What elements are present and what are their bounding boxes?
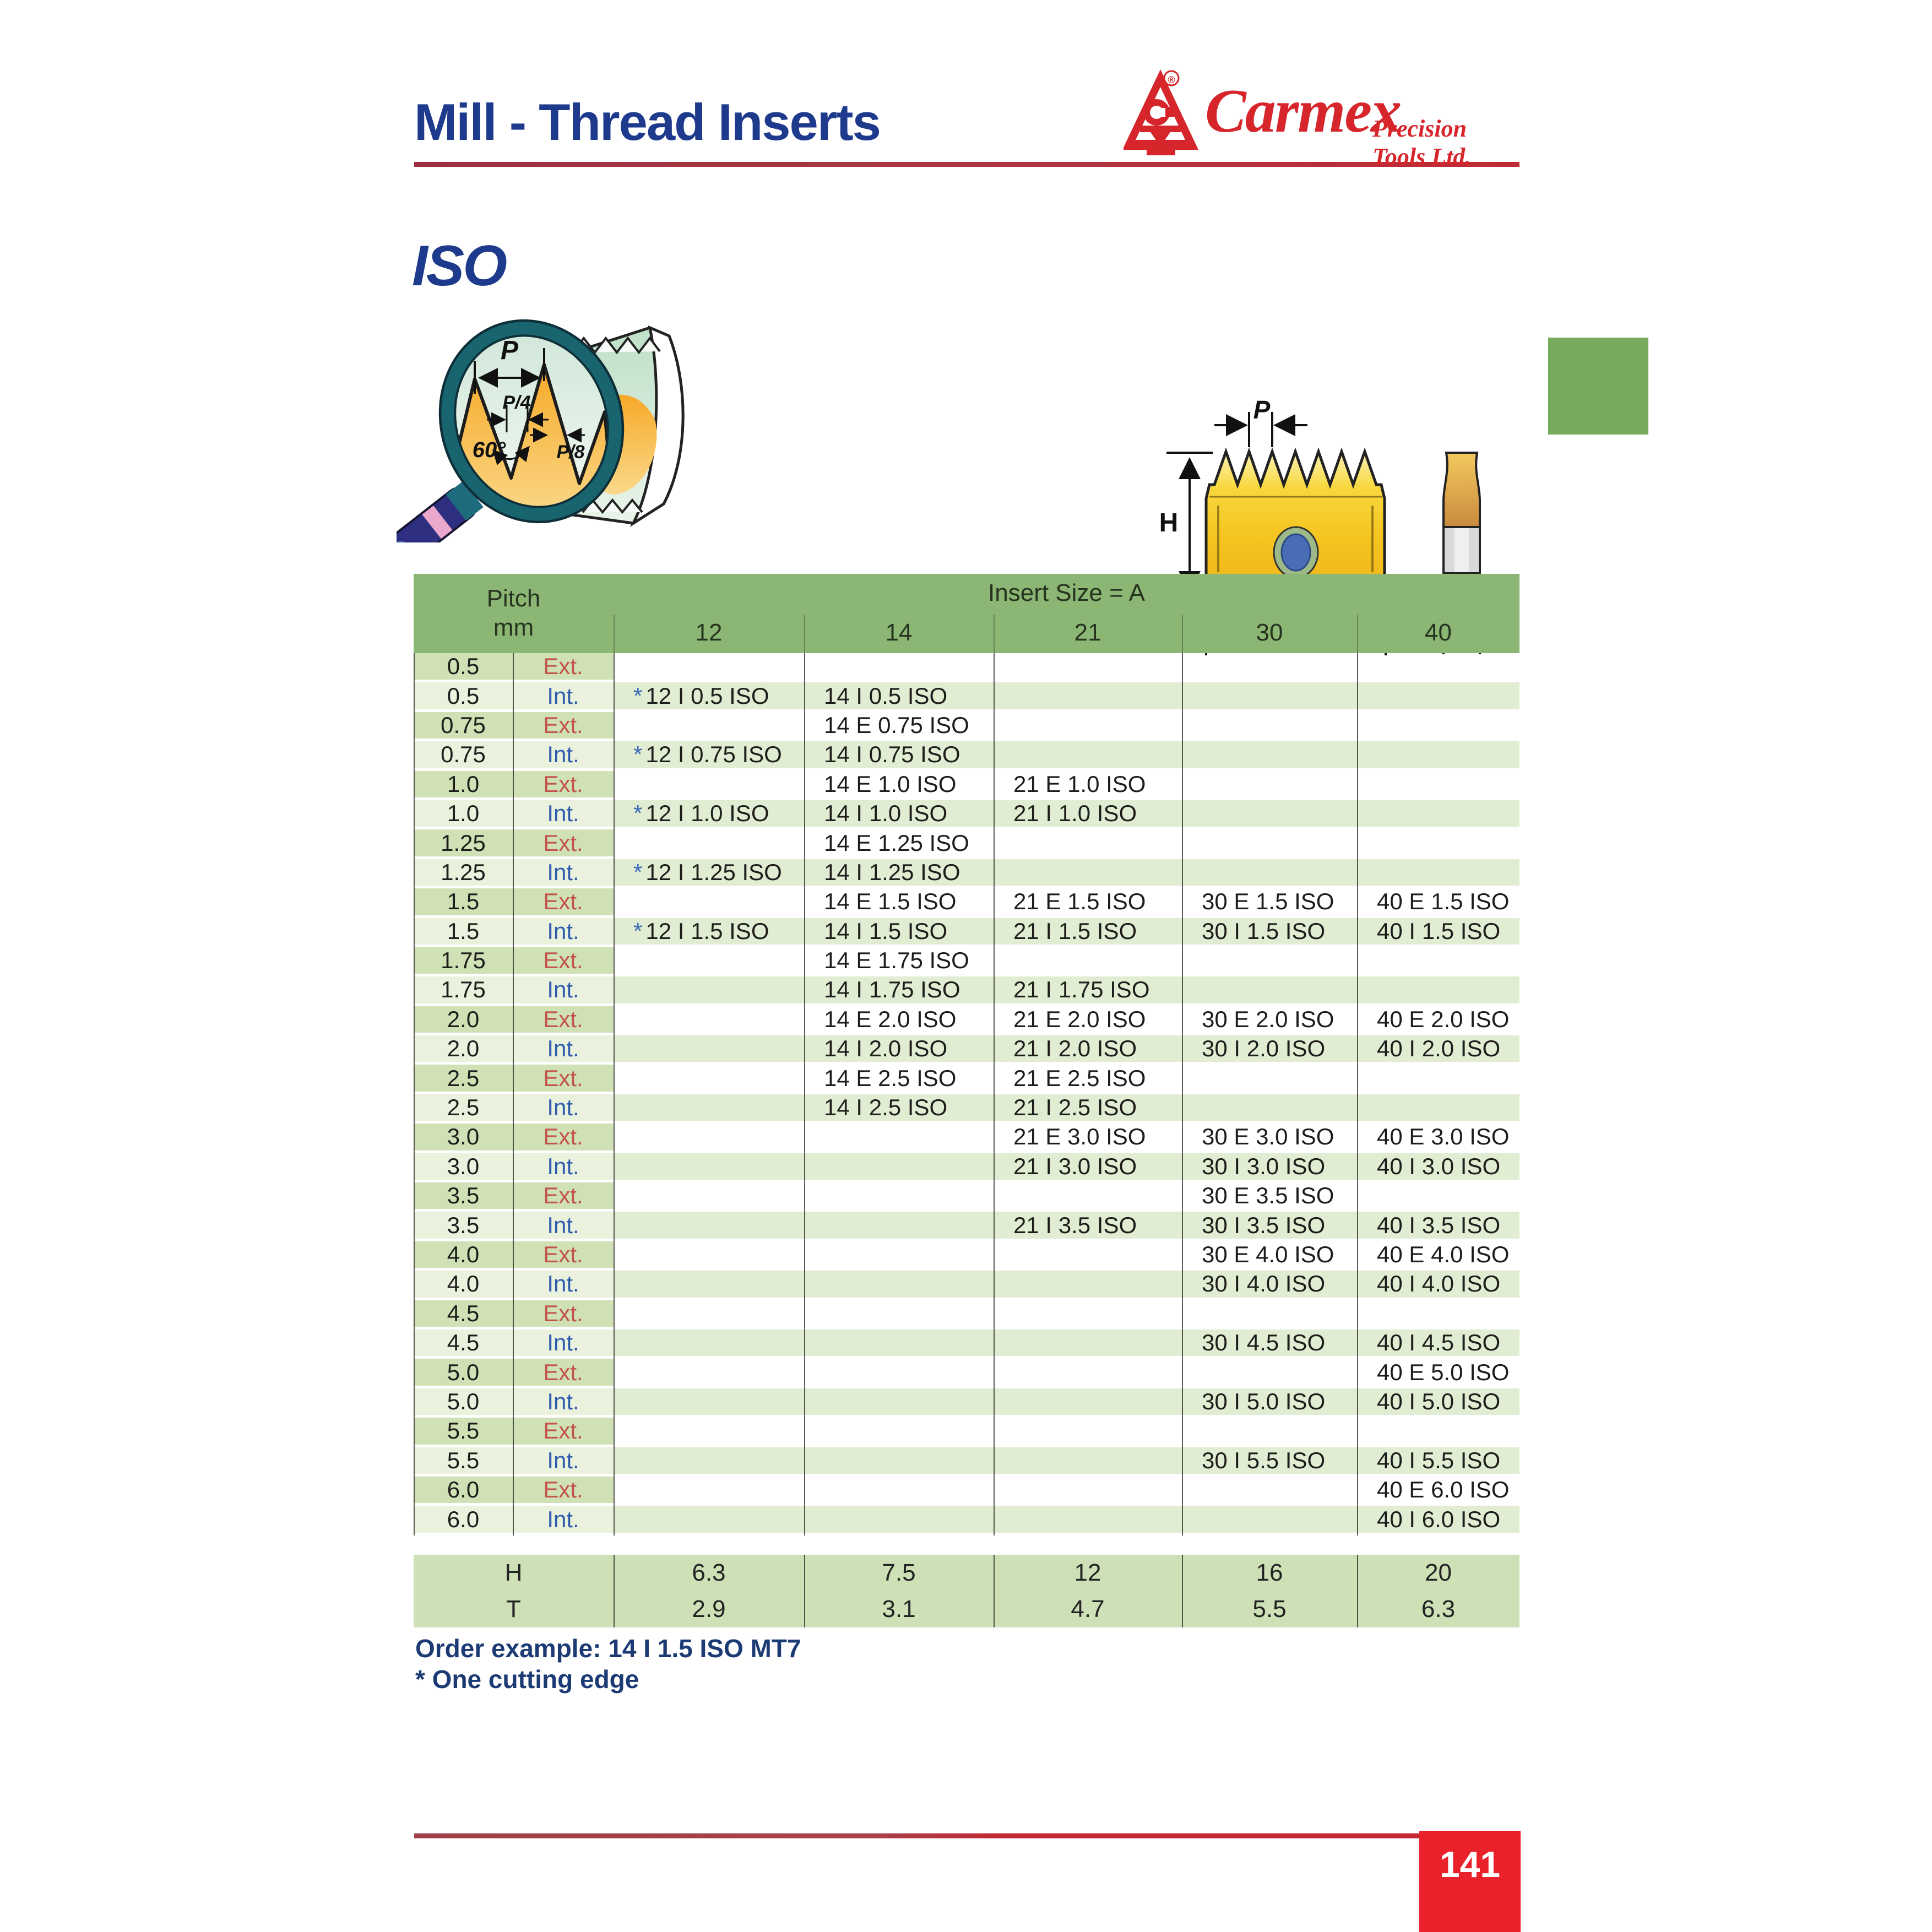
insert-code-cell <box>994 1182 1182 1212</box>
insert-code-cell <box>1357 682 1519 712</box>
table-grid-line <box>804 653 805 1535</box>
magnifier-p-label: P <box>500 336 519 365</box>
thread-type: Int. <box>513 859 614 888</box>
insert-code-cell: 14 I 1.25 ISO <box>804 859 994 888</box>
insert-code-cell <box>804 653 994 682</box>
insert-code-cell: 14 E 1.25 ISO <box>804 829 994 859</box>
insert-code-cell <box>1182 800 1357 829</box>
pitch-value: 4.5 <box>414 1329 513 1359</box>
insert-code-cell: 30 E 3.0 ISO <box>1182 1124 1357 1153</box>
thread-type: Int. <box>513 1153 614 1182</box>
insert-code-cell <box>1357 741 1519 770</box>
insert-code-cell <box>994 653 1182 682</box>
pitch-value: 4.0 <box>414 1241 513 1271</box>
insert-code-cell: * 12 I 0.75 ISO <box>614 741 804 770</box>
insert-code-cell <box>994 1241 1182 1271</box>
thread-type: Ext. <box>513 1065 614 1094</box>
insert-code-cell: 21 I 1.0 ISO <box>994 800 1182 829</box>
pitch-value: 3.5 <box>414 1182 513 1212</box>
size-column-header: 14 <box>804 612 994 653</box>
dimension-value: 20 <box>1425 1559 1452 1586</box>
insert-code-cell <box>804 1388 994 1418</box>
insert-code-cell <box>994 712 1182 741</box>
pitch-value: 0.5 <box>414 682 513 712</box>
insert-code-cell <box>804 1212 994 1241</box>
insert-code-cell <box>994 1271 1182 1300</box>
one-cutting-edge-marker: * <box>633 682 643 709</box>
insert-code-cell <box>804 1182 994 1212</box>
insert-code-cell <box>804 1329 994 1359</box>
insert-code-cell: 21 I 1.5 ISO <box>994 918 1182 947</box>
pitch-value: 5.5 <box>414 1447 513 1477</box>
insert-code-cell: 14 I 1.0 ISO <box>804 800 994 829</box>
thread-type: Int. <box>513 976 614 1006</box>
insert-code-cell <box>614 1447 804 1477</box>
insert-code-cell <box>994 1447 1182 1477</box>
insert-code-cell <box>614 653 804 682</box>
header-grid-line <box>804 615 805 653</box>
insert-code-cell <box>1182 1300 1357 1329</box>
insert-code-cell <box>614 1153 804 1182</box>
insert-code-cell <box>1182 1359 1357 1388</box>
pitch-value: 5.0 <box>414 1388 513 1418</box>
insert-code-cell: 30 I 5.5 ISO <box>1182 1447 1357 1477</box>
insert-code-cell: 30 I 1.5 ISO <box>1182 918 1357 947</box>
thread-type: Ext. <box>513 1124 614 1153</box>
insert-code-cell: 40 I 5.5 ISO <box>1357 1447 1519 1477</box>
insert-code-cell: 14 E 1.0 ISO <box>804 771 994 800</box>
insert-code-cell <box>994 1477 1182 1506</box>
one-cutting-edge-marker: * <box>633 800 643 827</box>
insert-code-cell: 30 I 5.0 ISO <box>1182 1388 1357 1418</box>
insert-code-cell: * 12 I 1.5 ISO <box>614 918 804 947</box>
footer-divider <box>414 1833 1419 1838</box>
insert-code-cell <box>614 1094 804 1124</box>
insert-code-cell: 21 I 2.5 ISO <box>994 1094 1182 1124</box>
insert-code-cell <box>1182 741 1357 770</box>
insert-code-cell: 21 E 2.5 ISO <box>994 1065 1182 1094</box>
pitch-value: 1.0 <box>414 771 513 800</box>
insert-code-cell <box>994 859 1182 888</box>
insert-code-cell <box>1182 829 1357 859</box>
insert-code-cell <box>1182 976 1357 1006</box>
insert-code-cell: 40 I 6.0 ISO <box>1357 1506 1519 1535</box>
insert-code-cell <box>614 1359 804 1388</box>
table-grid-line <box>614 653 615 1535</box>
insert-code-cell <box>614 1329 804 1359</box>
pitch-value: 2.5 <box>414 1065 513 1094</box>
pitch-value: 5.0 <box>414 1359 513 1388</box>
size-column-header: 21 <box>994 612 1182 653</box>
insert-code-cell <box>804 1506 994 1535</box>
thread-type: Int. <box>513 741 614 770</box>
insert-code-cell <box>614 1006 804 1035</box>
thread-type: Ext. <box>513 888 614 918</box>
carmex-wordmark: Carmex <box>1205 77 1401 145</box>
insert-code-cell: 40 I 4.5 ISO <box>1357 1329 1519 1359</box>
insert-code-cell: 40 I 5.0 ISO <box>1357 1388 1519 1418</box>
pitch-value: 1.5 <box>414 918 513 947</box>
insert-code-cell <box>1357 771 1519 800</box>
insert-h-label: H <box>1159 508 1179 538</box>
thread-type: Int. <box>513 1388 614 1418</box>
insert-code-cell <box>1357 653 1519 682</box>
page-number: 141 <box>1439 1844 1501 1885</box>
insert-code-cell: 40 E 5.0 ISO <box>1357 1359 1519 1388</box>
insert-code-cell <box>1357 1182 1519 1212</box>
footer-grid-line <box>1182 1555 1183 1627</box>
insert-code-cell <box>614 947 804 976</box>
size-column-header: 30 <box>1182 612 1357 653</box>
insert-code-cell <box>1357 947 1519 976</box>
table-grid-line <box>994 653 995 1535</box>
insert-code-cell <box>804 1447 994 1477</box>
thread-type: Int. <box>513 682 614 712</box>
insert-code-cell: 40 I 3.5 ISO <box>1357 1212 1519 1241</box>
thread-type: Ext. <box>513 712 614 741</box>
insert-code-cell <box>1182 712 1357 741</box>
insert-code-cell <box>614 888 804 918</box>
insert-code-cell <box>1182 653 1357 682</box>
insert-code-cell <box>614 1065 804 1094</box>
thread-type: Int. <box>513 1212 614 1241</box>
insert-code-cell: 40 E 3.0 ISO <box>1357 1124 1519 1153</box>
dimension-value: 5.5 <box>1252 1595 1287 1622</box>
dimension-value: 2.9 <box>692 1595 726 1622</box>
thread-type: Ext. <box>513 947 614 976</box>
insert-code-cell: 21 I 1.75 ISO <box>994 976 1182 1006</box>
pitch-value: 6.0 <box>414 1477 513 1506</box>
header-grid-line <box>1182 615 1183 653</box>
insert-code-cell <box>994 1388 1182 1418</box>
section-color-tab <box>1548 338 1648 435</box>
insert-code-cell: 21 E 2.0 ISO <box>994 1006 1182 1035</box>
brand-logo <box>1124 64 1526 170</box>
insert-code-cell: 14 I 1.5 ISO <box>804 918 994 947</box>
insert-code-cell <box>1182 859 1357 888</box>
insert-code-cell: 21 I 3.5 ISO <box>994 1212 1182 1241</box>
dimension-value: 7.5 <box>882 1559 916 1586</box>
thread-type: Ext. <box>513 1418 614 1447</box>
insert-code-cell <box>614 1300 804 1329</box>
insert-code-cell: 21 E 1.5 ISO <box>994 888 1182 918</box>
insert-code-cell: 40 E 4.0 ISO <box>1357 1241 1519 1271</box>
dimension-label: H <box>504 1559 523 1586</box>
insert-code-cell <box>614 1212 804 1241</box>
dimension-value: 6.3 <box>692 1559 726 1586</box>
thread-type: Ext. <box>513 1359 614 1388</box>
insert-code-cell: 14 E 0.75 ISO <box>804 712 994 741</box>
footer-grid-line <box>1357 1555 1358 1627</box>
insert-code-cell: 14 I 0.5 ISO <box>804 682 994 712</box>
pitch-value: 3.5 <box>414 1212 513 1241</box>
insert-code-cell <box>614 829 804 859</box>
thread-type: Int. <box>513 1329 614 1359</box>
insert-code-cell <box>614 1418 804 1447</box>
insert-code-cell <box>804 1477 994 1506</box>
one-cutting-edge-marker: * <box>633 741 643 768</box>
insert-code-cell: 30 I 3.0 ISO <box>1182 1153 1357 1182</box>
pitch-value: 4.0 <box>414 1271 513 1300</box>
pitch-value: 2.0 <box>414 1006 513 1035</box>
insert-code-cell: 30 E 2.0 ISO <box>1182 1006 1357 1035</box>
thread-type: Int. <box>513 1447 614 1477</box>
insert-code-cell: 30 I 4.5 ISO <box>1182 1329 1357 1359</box>
insert-code-cell <box>1182 1065 1357 1094</box>
insert-code-cell <box>614 1124 804 1153</box>
insert-code-cell <box>994 829 1182 859</box>
pitch-value: 2.0 <box>414 1035 513 1065</box>
dimension-value: 16 <box>1256 1559 1283 1586</box>
insert-code-cell: 14 I 2.0 ISO <box>804 1035 994 1065</box>
thread-type: Ext. <box>513 829 614 859</box>
dimension-footer-table <box>414 1555 1519 1627</box>
insert-code-cell: 40 E 6.0 ISO <box>1357 1477 1519 1506</box>
insert-code-cell <box>1357 800 1519 829</box>
header-grid-line <box>614 615 615 653</box>
pitch-value: 2.5 <box>414 1094 513 1124</box>
insert-code-cell <box>804 1153 994 1182</box>
insert-code-cell: 30 E 3.5 ISO <box>1182 1182 1357 1212</box>
pitch-column-header: Pitch mm <box>414 574 614 653</box>
insert-code-cell: 21 I 2.0 ISO <box>994 1035 1182 1065</box>
insert-code-cell <box>994 682 1182 712</box>
insert-code-cell <box>994 741 1182 770</box>
insert-code-cell <box>804 1124 994 1153</box>
insert-code-cell: 14 E 2.0 ISO <box>804 1006 994 1035</box>
insert-code-cell: 21 E 3.0 ISO <box>994 1124 1182 1153</box>
pitch-value: 1.5 <box>414 888 513 918</box>
insert-code-cell <box>994 1359 1182 1388</box>
insert-code-cell: 40 I 3.0 ISO <box>1357 1153 1519 1182</box>
insert-code-cell: 21 E 1.0 ISO <box>994 771 1182 800</box>
insert-code-cell <box>1182 947 1357 976</box>
insert-code-cell <box>1182 682 1357 712</box>
pitch-value: 1.25 <box>414 829 513 859</box>
insert-p-label: P <box>1253 395 1271 424</box>
pitch-value: 3.0 <box>414 1153 513 1182</box>
insert-code-cell <box>614 1241 804 1271</box>
insert-code-cell: 14 I 1.75 ISO <box>804 976 994 1006</box>
thread-type: Int. <box>513 1094 614 1124</box>
insert-code-cell: 30 E 1.5 ISO <box>1182 888 1357 918</box>
insert-code-cell: 30 I 2.0 ISO <box>1182 1035 1357 1065</box>
table-grid-line <box>1182 653 1183 1535</box>
insert-code-cell <box>1182 1477 1357 1506</box>
pitch-value: 4.5 <box>414 1300 513 1329</box>
insert-code-cell: * 12 I 1.25 ISO <box>614 859 804 888</box>
pitch-value: 0.75 <box>414 712 513 741</box>
insert-code-cell: 30 I 4.0 ISO <box>1182 1271 1357 1300</box>
pitch-value: 1.25 <box>414 859 513 888</box>
insert-code-cell: 14 I 2.5 ISO <box>804 1094 994 1124</box>
dimension-label: T <box>506 1595 521 1622</box>
table-grid-line <box>513 653 514 1535</box>
thread-type: Int. <box>513 1506 614 1535</box>
table-grid-line <box>414 653 415 1535</box>
pitch-value: 1.75 <box>414 976 513 1006</box>
header-grid-line <box>994 615 995 653</box>
insert-code-cell <box>1357 1418 1519 1447</box>
magnifier-p8-label: P/8 <box>556 442 585 463</box>
insert-code-cell <box>804 1300 994 1329</box>
thread-type: Ext. <box>513 653 614 682</box>
insert-code-cell: 40 E 1.5 ISO <box>1357 888 1519 918</box>
thread-type: Ext. <box>513 1300 614 1329</box>
footer-grid-line <box>994 1555 995 1627</box>
thread-type: Ext. <box>513 1182 614 1212</box>
size-column-header: 12 <box>614 612 804 653</box>
insert-code-cell: 14 I 0.75 ISO <box>804 741 994 770</box>
size-column-header: 40 <box>1357 612 1519 653</box>
logo-tagline: Precision Tools Ltd. <box>1372 115 1472 170</box>
insert-code-cell <box>994 1418 1182 1447</box>
insert-code-cell <box>614 771 804 800</box>
insert-size-group-header: Insert Size = A <box>614 574 1519 612</box>
pitch-value: 0.75 <box>414 741 513 770</box>
insert-code-cell <box>1182 771 1357 800</box>
registered-mark: ® <box>1168 74 1175 85</box>
insert-code-cell: 14 E 1.75 ISO <box>804 947 994 976</box>
insert-code-cell <box>1357 859 1519 888</box>
thread-type: Int. <box>513 918 614 947</box>
insert-code-cell <box>1182 1094 1357 1124</box>
insert-code-cell <box>1182 1418 1357 1447</box>
pitch-value: 5.5 <box>414 1418 513 1447</box>
insert-code-cell: * 12 I 1.0 ISO <box>614 800 804 829</box>
insert-code-cell <box>614 1182 804 1212</box>
footer-grid-line <box>614 1555 615 1627</box>
order-example: Order example: 14 I 1.5 ISO MT7 <box>415 1634 801 1663</box>
insert-code-cell <box>1357 712 1519 741</box>
insert-code-cell <box>1357 1065 1519 1094</box>
insert-code-cell <box>614 1506 804 1535</box>
insert-code-cell: 21 I 3.0 ISO <box>994 1153 1182 1182</box>
pitch-value: 1.75 <box>414 947 513 976</box>
section-heading: ISO <box>412 234 506 298</box>
table-grid-line <box>1357 653 1358 1535</box>
insert-code-cell: 30 I 3.5 ISO <box>1182 1212 1357 1241</box>
cutting-edge-footnote: * One cutting edge <box>415 1665 639 1694</box>
one-cutting-edge-marker: * <box>633 918 643 944</box>
insert-code-cell <box>614 1388 804 1418</box>
insert-code-cell <box>1357 976 1519 1006</box>
page-number-tab <box>1419 1831 1521 1932</box>
insert-code-cell <box>1182 1506 1357 1535</box>
insert-code-cell: 40 I 1.5 ISO <box>1357 918 1519 947</box>
carmex-triangle-icon <box>1124 64 1206 163</box>
dimension-value: 12 <box>1074 1559 1101 1586</box>
insert-table <box>414 574 1519 1535</box>
insert-code-cell <box>614 1271 804 1300</box>
insert-code-cell <box>614 1477 804 1506</box>
thread-type: Int. <box>513 800 614 829</box>
insert-code-cell <box>1357 1094 1519 1124</box>
insert-code-cell <box>804 1271 994 1300</box>
dimension-value: 4.7 <box>1071 1595 1105 1622</box>
magnifier-p4-label: P/4 <box>502 392 531 413</box>
insert-code-cell: 14 E 1.5 ISO <box>804 888 994 918</box>
insert-code-cell <box>994 1329 1182 1359</box>
footer-grid-line <box>804 1555 805 1627</box>
dimension-value: 6.3 <box>1421 1595 1456 1622</box>
insert-code-cell <box>1357 1300 1519 1329</box>
insert-code-cell <box>1357 829 1519 859</box>
pitch-value: 0.5 <box>414 653 513 682</box>
magnifier-angle-label: 60° <box>472 438 506 462</box>
insert-code-cell: * 12 I 0.5 ISO <box>614 682 804 712</box>
thread-type: Int. <box>513 1271 614 1300</box>
thread-type: Ext. <box>513 1241 614 1271</box>
insert-code-cell <box>614 976 804 1006</box>
pitch-value: 3.0 <box>414 1124 513 1153</box>
pitch-value: 1.0 <box>414 800 513 829</box>
dimension-value: 3.1 <box>882 1595 916 1622</box>
insert-code-cell: 40 E 2.0 ISO <box>1357 1006 1519 1035</box>
thread-type: Ext. <box>513 771 614 800</box>
insert-code-cell <box>804 1241 994 1271</box>
thread-type: Int. <box>513 1035 614 1065</box>
insert-code-cell <box>614 712 804 741</box>
insert-code-cell: 40 I 4.0 ISO <box>1357 1271 1519 1300</box>
header-grid-line <box>1357 615 1358 653</box>
insert-code-cell: 40 I 2.0 ISO <box>1357 1035 1519 1065</box>
thread-type: Ext. <box>513 1477 614 1506</box>
thread-type: Ext. <box>513 1006 614 1035</box>
thread-profile-illustration <box>397 311 705 542</box>
insert-code-cell <box>994 947 1182 976</box>
insert-code-cell <box>804 1418 994 1447</box>
insert-code-cell <box>994 1300 1182 1329</box>
insert-code-cell: 14 E 2.5 ISO <box>804 1065 994 1094</box>
insert-code-cell: 30 E 4.0 ISO <box>1182 1241 1357 1271</box>
one-cutting-edge-marker: * <box>633 859 643 885</box>
page-title: Mill - Thread Inserts <box>414 93 880 151</box>
pitch-value: 6.0 <box>414 1506 513 1535</box>
insert-code-cell <box>994 1506 1182 1535</box>
insert-code-cell <box>804 1359 994 1388</box>
insert-code-cell <box>614 1035 804 1065</box>
